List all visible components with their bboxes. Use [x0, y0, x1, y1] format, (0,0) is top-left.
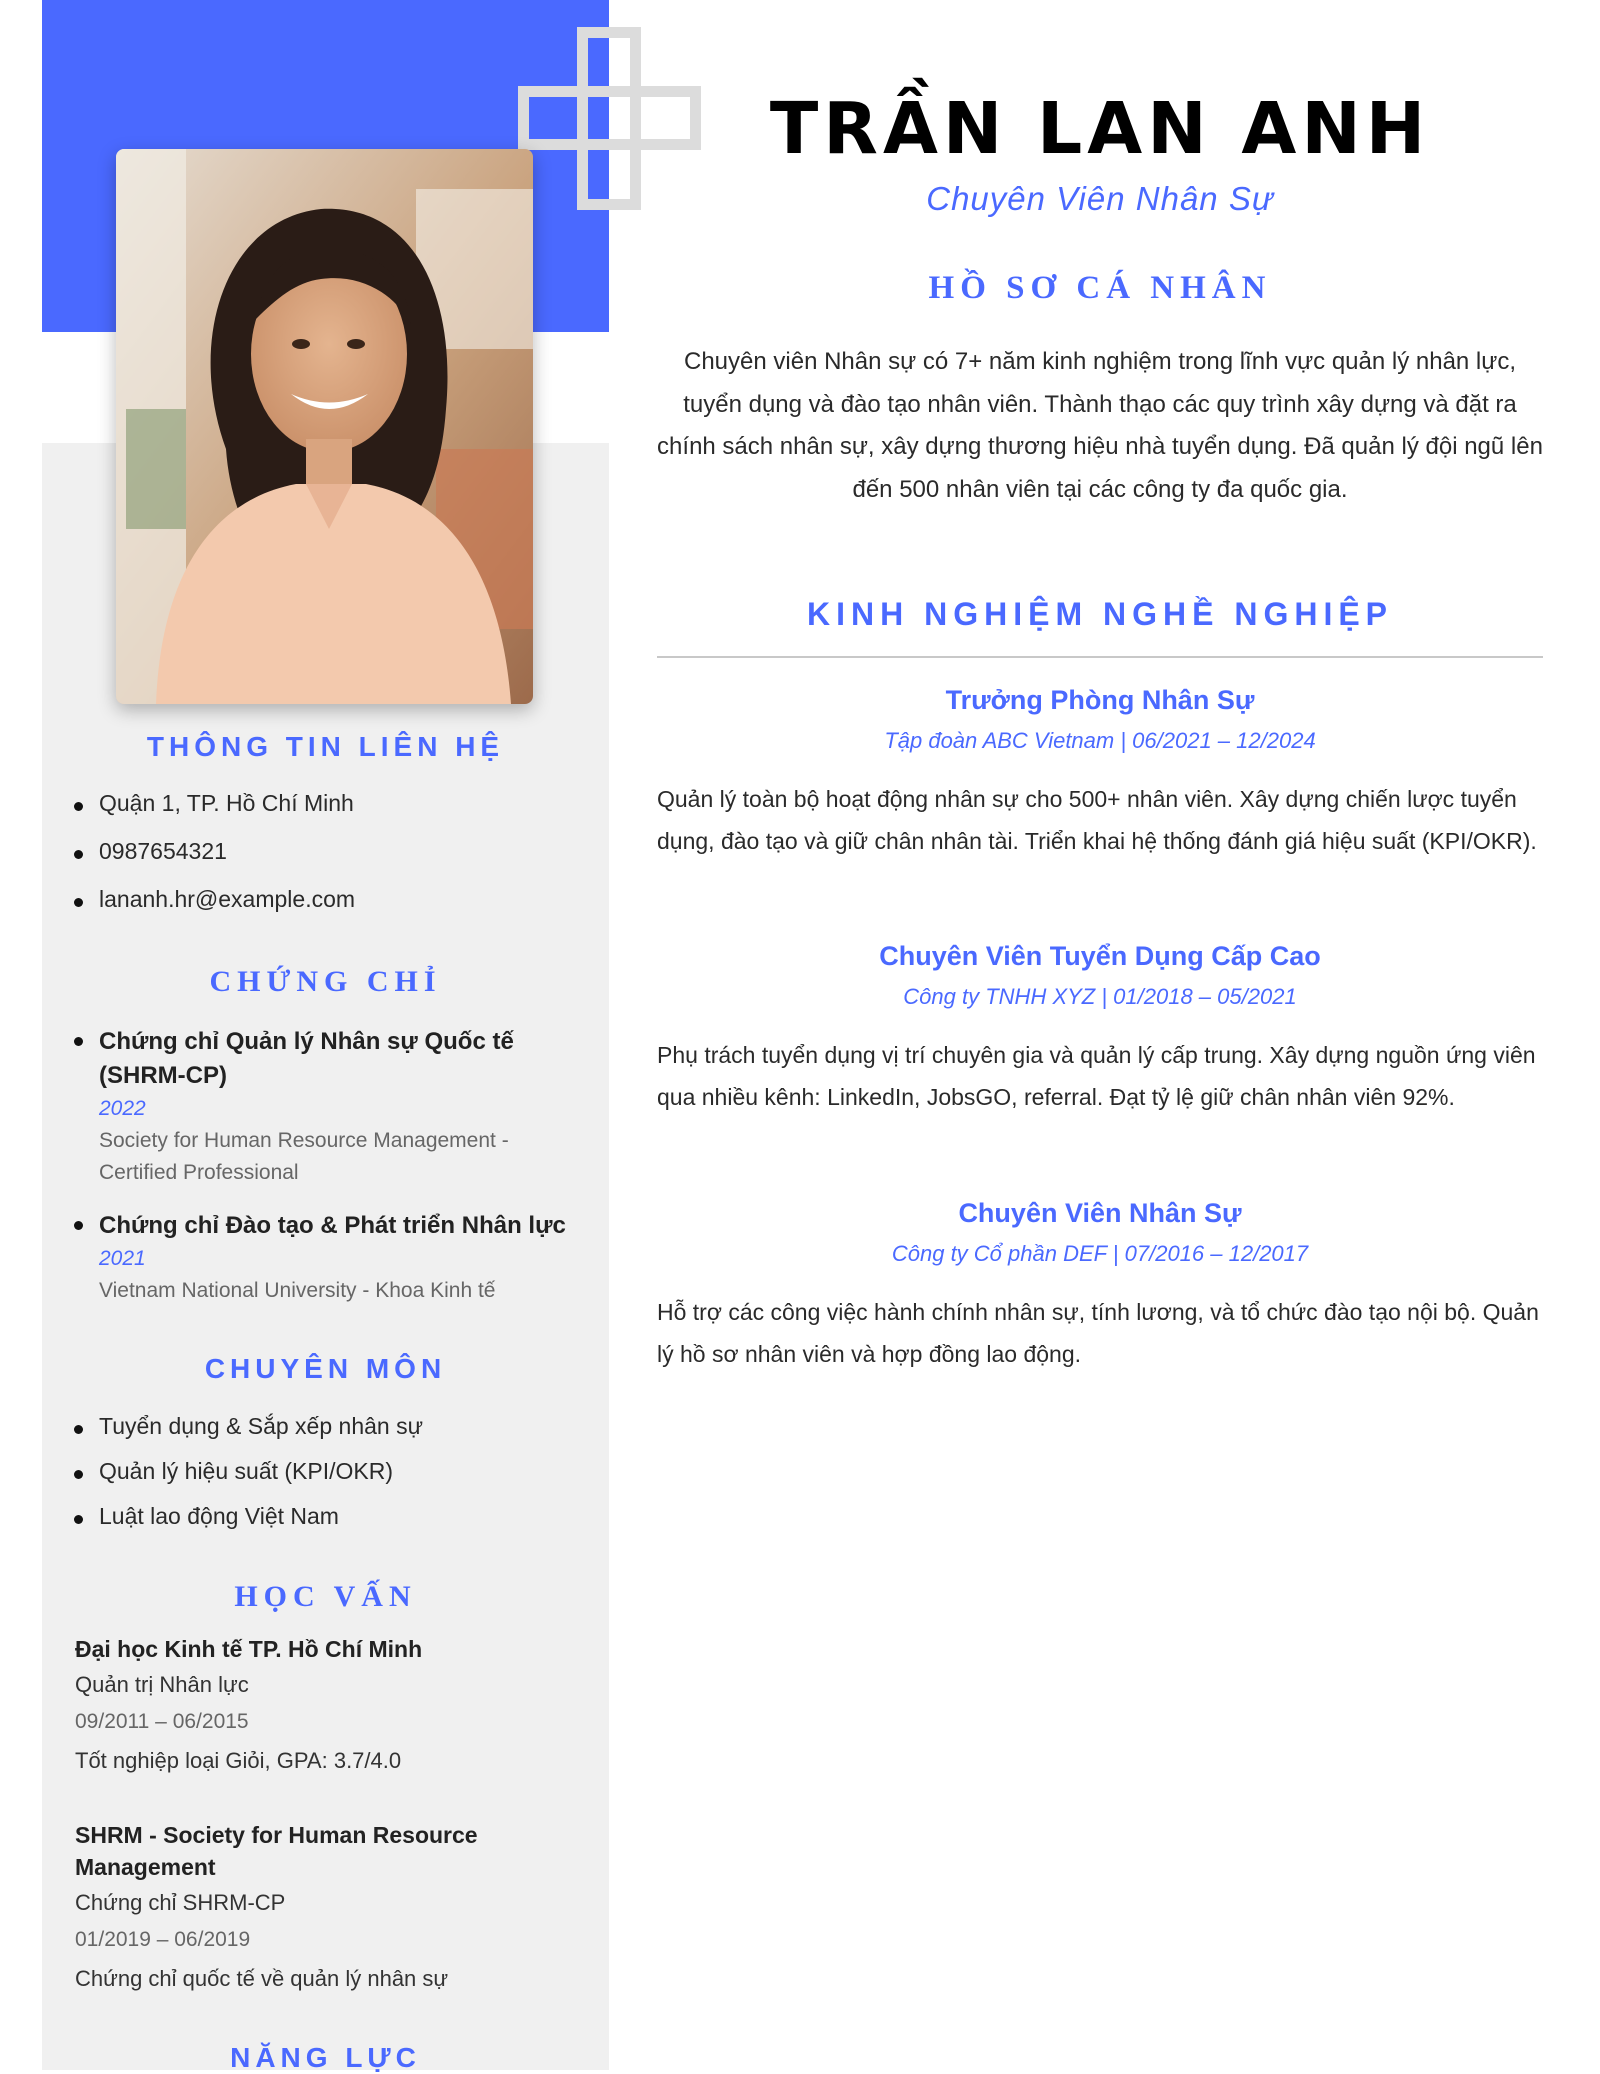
job-company-dates: Công ty TNHH XYZ | 01/2018 – 05/2021	[903, 984, 1297, 1009]
certificate-item	[73, 1209, 583, 1307]
profile-heading: HỒ SƠ CÁ NHÂN	[928, 270, 1272, 306]
experience-item	[657, 681, 1543, 862]
education-dates: 01/2019 – 06/2019	[75, 1928, 251, 1951]
certificate-item	[73, 1025, 583, 1189]
job-company-dates: Công ty Cổ phần DEF | 07/2016 – 12/2017	[891, 1241, 1309, 1266]
education-major: Quản trị Nhân lực	[75, 1672, 249, 1697]
certificate-issuer: Society for Human Resource Management - Certified Professional	[99, 1129, 509, 1184]
contact-list	[73, 790, 583, 934]
skill-item: Quản lý hiệu suất (KPI/OKR)	[73, 1458, 583, 1503]
experience-item	[657, 1194, 1543, 1375]
education-entry	[75, 1819, 575, 1994]
candidate-name: TRẦN LAN ANH	[769, 87, 1431, 170]
skills-list	[73, 1413, 583, 1548]
education-school: SHRM - Society for Human Resource Management	[75, 1822, 478, 1880]
job-title: Chuyên Viên Tuyển Dụng Cấp Cao	[879, 941, 1321, 971]
job-title: Trưởng Phòng Nhân Sự	[945, 685, 1255, 715]
skill-item: Luật lao động Việt Nam	[73, 1503, 583, 1548]
skill-item: Tuyển dụng & Sắp xếp nhân sự	[73, 1413, 583, 1458]
certificates-list	[73, 1025, 583, 1307]
certificate-year: 2021	[99, 1247, 146, 1270]
profile-photo	[116, 149, 533, 704]
certificate-year: 2022	[99, 1097, 146, 1120]
profile-summary: Chuyên viên Nhân sự có 7+ năm kinh nghiệm trong lĩnh vực quản lý nhân lực, tuyển dụng và đào tạo nhân viên. Thành thạo các quy trình xây dựng và đặt ra chính sách nhân sự, xây dựng thương hiệu nhà tuyển dụng. Đã quản lý đội ngũ lên đến 500 nhân viên tại các công ty đa quốc gia.	[657, 348, 1543, 503]
contact-email[interactable]: lananh.hr@example.com	[73, 886, 583, 934]
abilities-heading: NĂNG LỰC	[230, 2042, 421, 2073]
job-description: Quản lý toàn bộ hoạt động nhân sự cho 500+ nhân viên. Xây dựng chiến lược tuyển dụng, đào tạo và giữ chân nhân tài. Triển khai hệ thống đánh giá hiệu suất (KPI/OKR).	[657, 786, 1537, 854]
education-school: Đại học Kinh tế TP. Hồ Chí Minh	[75, 1636, 423, 1662]
contact-heading: THÔNG TIN LIÊN HỆ	[146, 731, 505, 762]
education-entry	[75, 1633, 575, 1776]
section-divider	[657, 656, 1543, 658]
certificate-issuer: Vietnam National University - Khoa Kinh tế	[99, 1279, 496, 1302]
education-heading: HỌC VẤN	[234, 1580, 417, 1613]
experience-heading: KINH NGHIỆM NGHỀ NGHIỆP	[806, 596, 1394, 632]
certificate-title: Chứng chỉ Đào tạo & Phát triển Nhân lực	[99, 1212, 566, 1239]
job-company-dates: Tập đoàn ABC Vietnam | 06/2021 – 12/2024	[884, 728, 1316, 753]
certificates-heading: CHỨNG CHỈ	[209, 965, 442, 998]
contact-phone[interactable]: 0987654321	[73, 838, 583, 886]
education-major: Chứng chỉ SHRM-CP	[75, 1890, 286, 1915]
certificate-title: Chứng chỉ Quản lý Nhân sự Quốc tế (SHRM-CP)	[99, 1028, 514, 1089]
job-title: Chuyên Viên Nhân Sự	[958, 1198, 1242, 1228]
skills-heading: CHUYÊN MÔN	[204, 1353, 447, 1384]
job-description: Phụ trách tuyển dụng vị trí chuyên gia và quản lý cấp trung. Xây dựng nguồn ứng viên qua nhiều kênh: LinkedIn, JobsGO, referral. Đạt tỷ lệ giữ chân nhân viên 92%.	[657, 1042, 1536, 1110]
contact-address: Quận 1, TP. Hồ Chí Minh	[73, 790, 583, 838]
education-dates: 09/2011 – 06/2015	[75, 1710, 249, 1733]
experience-item	[657, 937, 1543, 1118]
candidate-title: Chuyên Viên Nhân Sự	[926, 180, 1274, 217]
education-note: Chứng chỉ quốc tế về quản lý nhân sự	[75, 1966, 449, 1991]
job-description: Hỗ trợ các công việc hành chính nhân sự, tính lương, và tổ chức đào tạo nội bộ. Quản lý hồ sơ nhân viên và hợp đồng lao động.	[657, 1299, 1539, 1367]
education-note: Tốt nghiệp loại Giỏi, GPA: 3.7/4.0	[75, 1748, 402, 1773]
